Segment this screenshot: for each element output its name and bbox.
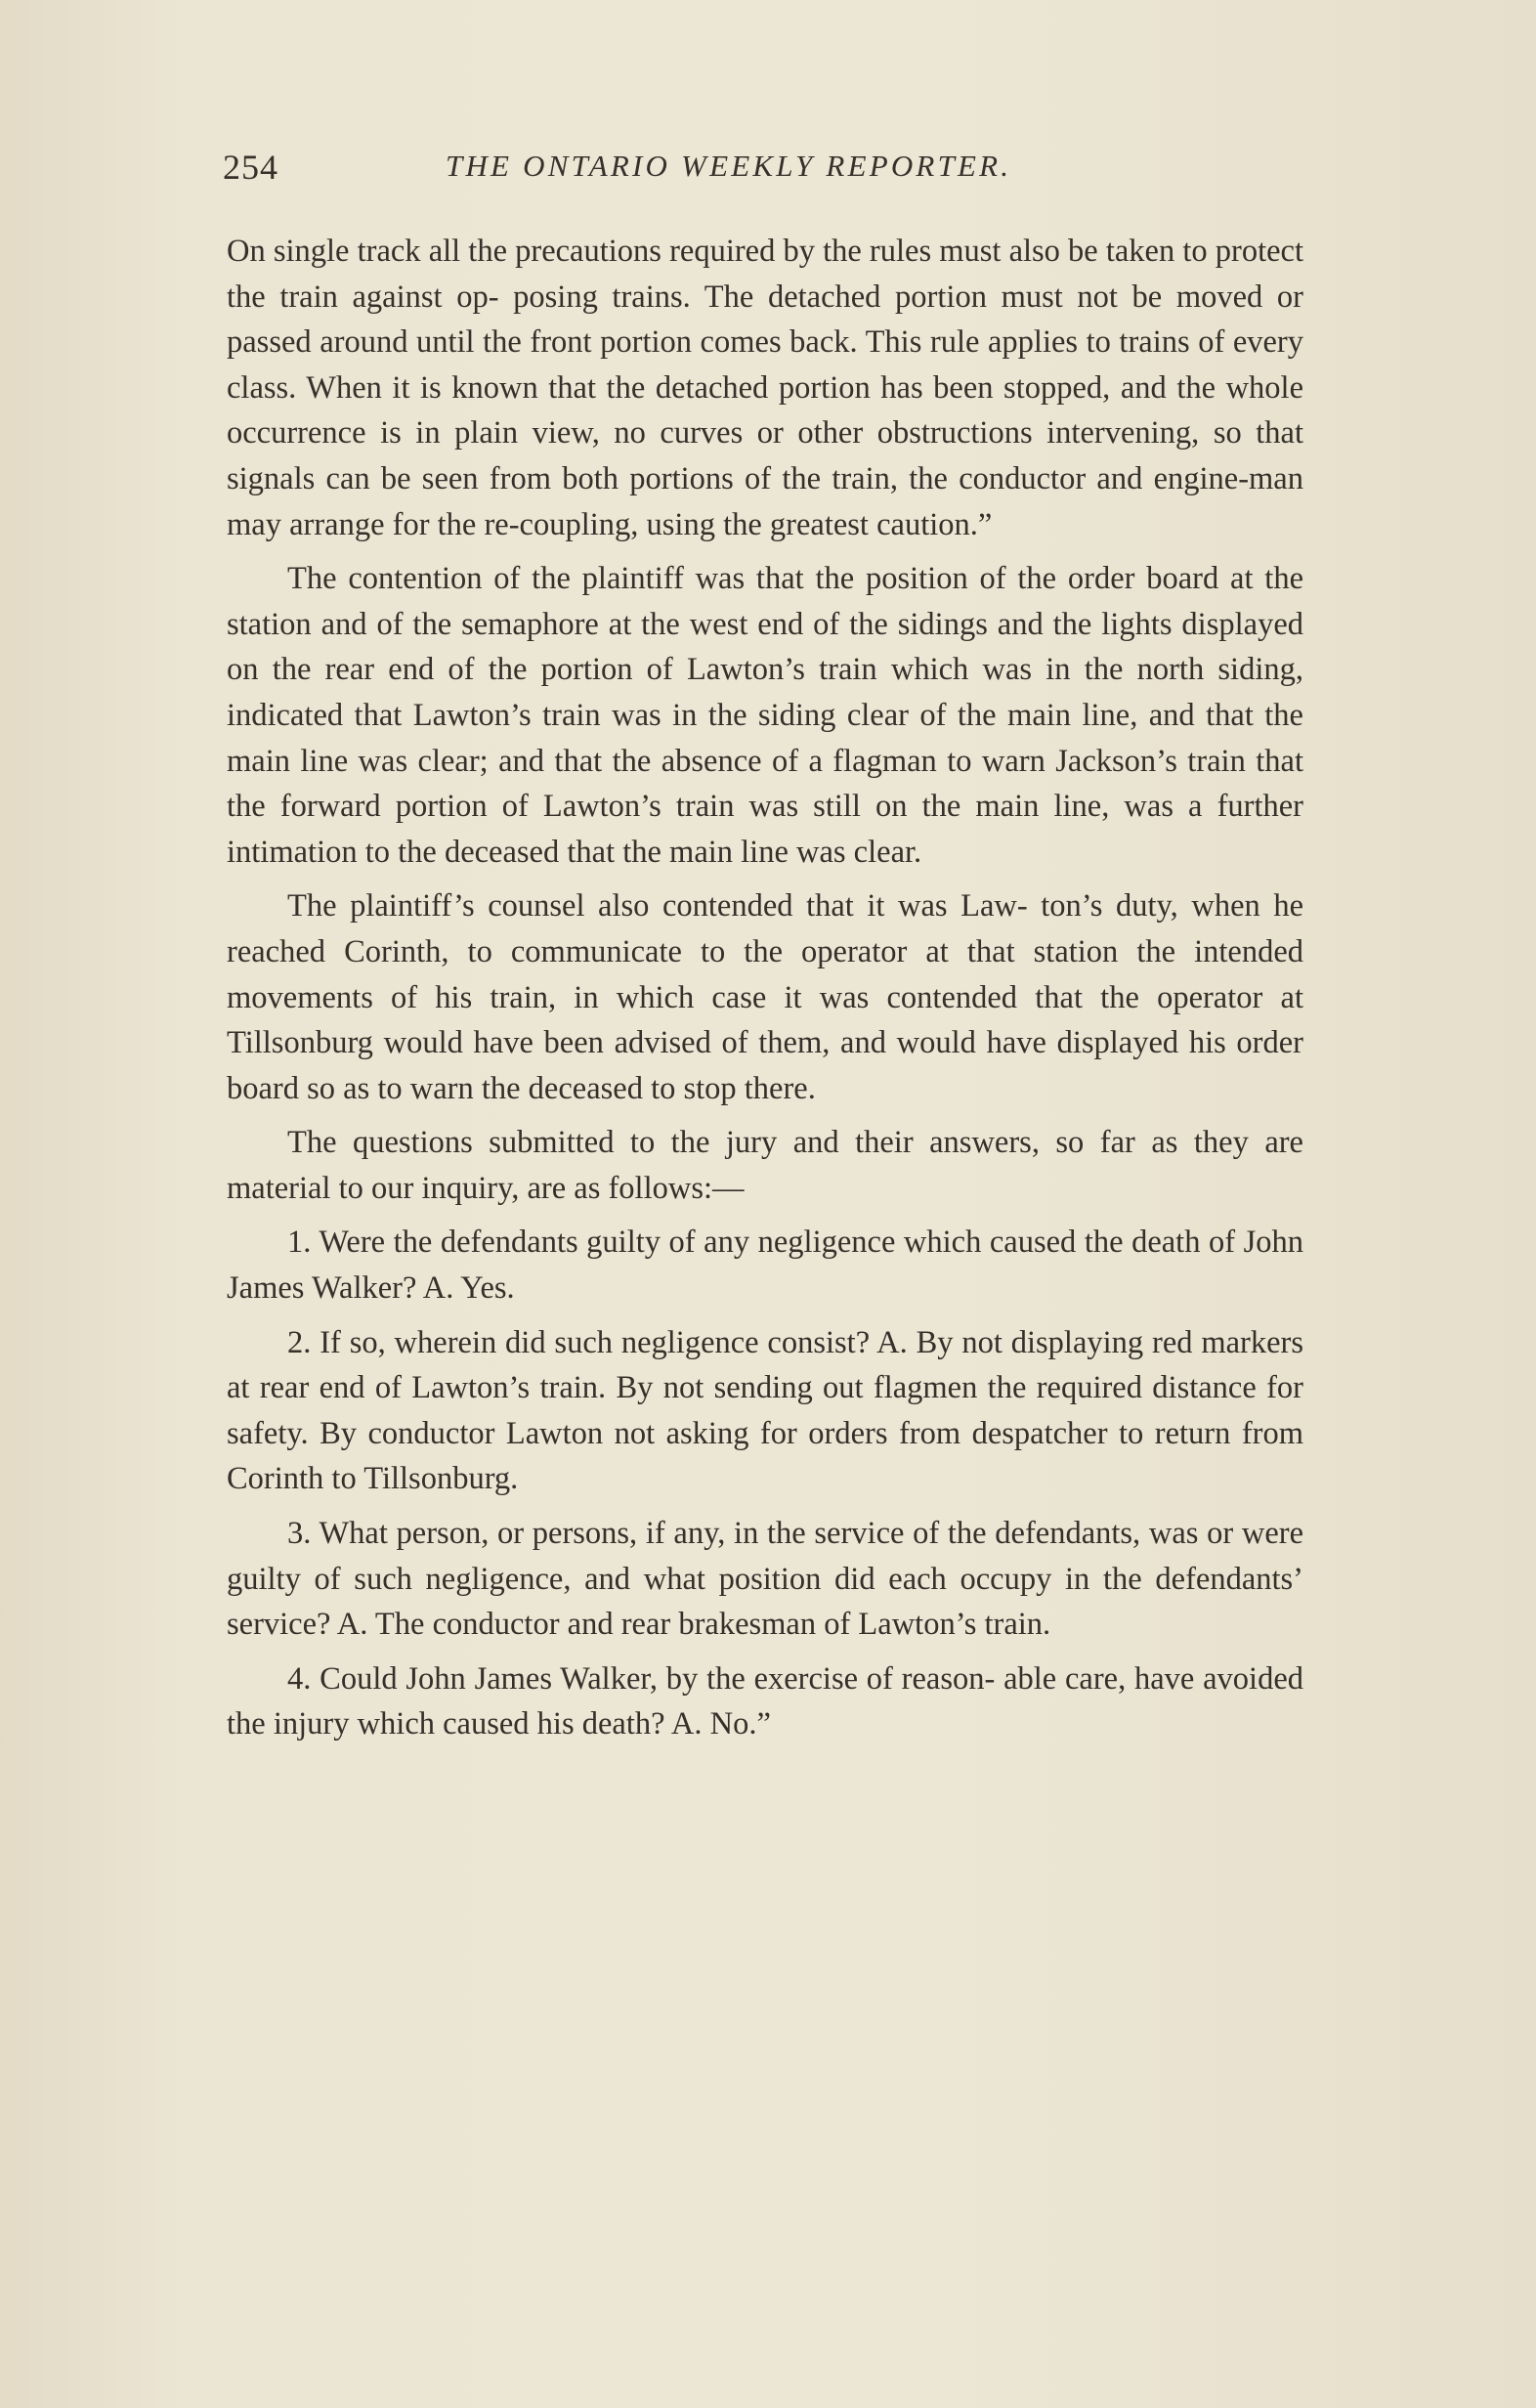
- paragraph-jury-questions-intro: The questions submitted to the jury and their answers, so far as they are material to our inquiry, are as follows:—: [227, 1125, 1303, 1206]
- paragraph-plaintiff-contention: The contention of the plaintiff was that the position of the order board at the station and of the semaphore at the west end of the sidings and the lights displayed on the rear end of the portion of Lawton’s train which was in the north siding, indicated that Lawton’s train was in the siding clear of the main line, and that the main line was clear; and that the absence of a flagman to warn Jackson’s train that the forward portion of Lawton’s train was still on the main line, was a further intimation to the deceased that the main line was clear.: [227, 561, 1303, 870]
- paragraph-counsel-contention: The plaintiff’s counsel also contended that it was Law- ton’s duty, when he reached Corinth, to communicate to the operator at that station the intended movements of his train, in which case it was contended that the operator at Tillsonburg would have been advised of them, and would have displayed his order board so as to warn the deceased to stop there.: [227, 888, 1303, 1106]
- paragraph-rules-quote: On single track all the precautions required by the rules must also be taken to protect the train against op- posing trains. The detached portion must not be moved or passed around until the front portion comes back. This rule applies to trains of every class. When it is known that the detached portion has been stopped, and the whole occurrence is in plain view, no curves or other obstructions intervening, so that signals can be seen from both portions of the train, the conductor and engine-man may arrange for the re-coupling, using the greatest caution.”: [227, 234, 1303, 542]
- page-header: [223, 147, 1307, 195]
- paragraph-question-3: 3. What person, or persons, if any, in the service of the defendants, was or were guilty of such negligence, and what position did each occupy in the defendants’ service? A. The conductor and rear brakesman of Lawton’s train.: [227, 1516, 1303, 1643]
- paragraph-question-1: 1. Were the defendants guilty of any negligence which caused the death of John James Walker? A. Yes.: [227, 1225, 1303, 1307]
- body-text: [227, 229, 1303, 1756]
- page-number: 254: [223, 148, 278, 187]
- paragraph-question-2: 2. If so, wherein did such negligence consist? A. By not displaying red markers at rear end of Lawton’s train. By not sending out flagmen the required distance for safety. By conductor Lawton not asking for orders from despatcher to return from Corinth to Tillsonburg.: [227, 1324, 1303, 1497]
- paragraph-question-4: 4. Could John James Walker, by the exercise of reason- able care, have avoided the injury which caused his death? A. No.”: [227, 1660, 1303, 1742]
- running-title: THE ONTARIO WEEKLY REPORTER.: [446, 149, 1012, 183]
